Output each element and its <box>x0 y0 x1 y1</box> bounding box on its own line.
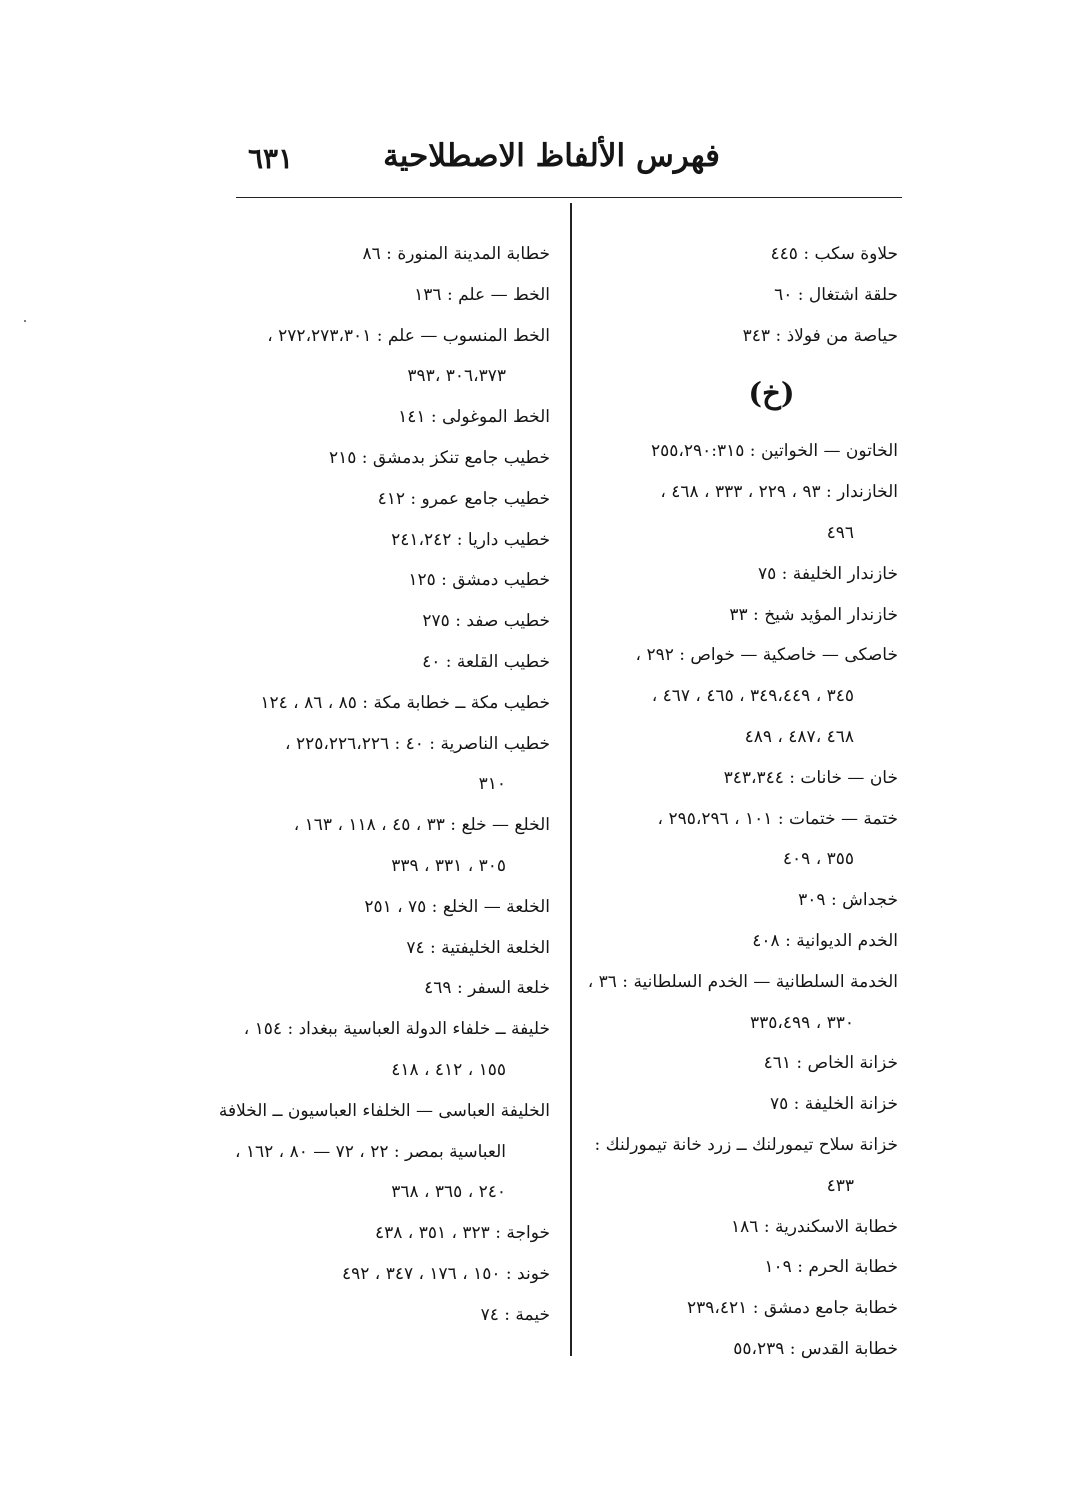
index-entry: خلعة السفر : ٤٦٩ <box>424 978 550 999</box>
index-entry: خطابة جامع دمشق : ٢٣٩،٤٢١ <box>687 1298 898 1319</box>
index-entry: خوند : ١٥٠ ، ١٧٦ ، ٣٤٧ ، ٤٩٢ <box>342 1263 550 1284</box>
index-entry: خواجة : ٣٢٣ ، ٣٥١ ، ٤٣٨ <box>375 1223 550 1244</box>
index-entry: الخليفة العباسى — الخلفاء العباسيون ــ الخلافة <box>218 1100 550 1121</box>
index-entry: خليفة ــ خلفاء الدولة العباسية ببغداد : ١٥٤ ، <box>243 1019 550 1040</box>
column-divider <box>570 203 572 1356</box>
index-entry: خان — خانات : ٣٤٣،٣٤٤ <box>723 767 898 788</box>
index-entry: خازندار المؤيد شيخ : ٣٣ <box>729 604 898 625</box>
index-entry-continuation: ٣٣٠ ، ٣٣٥،٤٩٩ <box>750 1012 854 1033</box>
margin-speck <box>24 320 26 322</box>
index-entry: خيمة : ٧٤ <box>480 1304 550 1325</box>
index-entry: خاصكى — خاصكية — خواص : ٢٩٢ ، <box>635 645 898 666</box>
index-entry-continuation: ٣١٠ <box>478 774 506 795</box>
index-entry: خطيب جامع تنكز بدمشق : ٢١٥ <box>328 447 550 468</box>
page-title: فهرس الألفاظ الاصطلاحية <box>383 138 720 174</box>
index-entry: الخط الموغولى : ١٤١ <box>398 407 550 428</box>
index-entry: خزانة الخاص : ٤٦١ <box>763 1053 898 1074</box>
index-entry: خطابة المدينة المنورة : ٨٦ <box>362 244 550 264</box>
index-entry: خطيب الناصرية : ٤٠ : ٢٢٥،٢٢٦،٢٢٦ ، <box>285 733 550 754</box>
index-entry: خزانة الخليفة : ٧٥ <box>769 1094 898 1115</box>
index-entry: الخط — علم : ١٣٦ <box>414 284 550 305</box>
index-entry: الخاتون — الخواتين : ٢٥٥،٢٩٠:٣١٥ <box>651 441 898 462</box>
index-entry: الخلعة — الخلع : ٧٥ ، ٢٥١ <box>364 896 550 917</box>
index-entry: حلاوة سكب : ٤٤٥ <box>770 244 898 264</box>
index-entry: الخلع — خلع : ٣٣ ، ٤٥ ، ١١٨ ، ١٦٣ ، <box>293 815 550 836</box>
index-column-left <box>218 234 550 1336</box>
index-entry: الخدم الديوانية : ٤٠٨ <box>752 930 898 951</box>
index-entry: حلقة اشتغال : ٦٠ <box>774 284 898 305</box>
index-entry: الخلعة الخليفتية : ٧٤ <box>406 937 550 958</box>
index-entry: خطابة القدس : ٥٥،٢٣٩ <box>733 1338 898 1359</box>
index-entry-continuation: ٤٣٣ <box>826 1175 854 1196</box>
index-entry: خطيب القلعة : ٤٠ <box>422 651 550 672</box>
index-entry: خطيب صفد : ٢٧٥ <box>422 611 550 632</box>
index-entry-continuation: ٣٤٥ ، ٣٤٩،٤٤٩ ، ٤٦٥ ، ٤٦٧ ، <box>651 686 854 707</box>
index-entry-continuation: ٢٤٠ ، ٣٦٥ ، ٣٦٨ <box>391 1182 506 1203</box>
index-entry-continuation: العباسية بمصر : ٢٢ ، ٧٢ — ٨٠ ، ١٦٢ ، <box>234 1141 506 1162</box>
index-entry: حياصة من فولاذ : ٣٤٣ <box>742 325 898 346</box>
section-letter-heading: (خ) <box>748 376 795 411</box>
index-entry: خازندار الخليفة : ٧٥ <box>757 563 898 584</box>
index-entry: خجداش : ٣٠٩ <box>798 890 898 911</box>
index-entry-continuation: ٣٠٦،٣٧٣ ،٣٩٣ <box>407 366 506 387</box>
index-entry: الخط المنسوب — علم : ٢٧٢،٢٧٣،٣٠١ ، <box>267 325 550 346</box>
index-entry: خزانة سلاح تيمورلنك ــ زرد خانة تيمورلنك : <box>594 1134 898 1155</box>
index-entry: خطابة الاسكندرية : ١٨٦ <box>731 1216 898 1237</box>
index-entry-continuation: ٣٠٥ ، ٣٣١ ، ٣٣٩ <box>391 855 506 876</box>
header-rule <box>236 197 902 198</box>
index-entry-continuation: ٣٥٥ ، ٤٠٩ <box>782 849 854 870</box>
index-entry: خطيب داريا : ٢٤١،٢٤٢ <box>391 529 550 550</box>
index-entry: ختمة — ختمات : ١٠١ ، ٢٩٥،٢٩٦ ، <box>657 808 898 829</box>
index-entry: الخازندار : ٩٣ ، ٢٢٩ ، ٣٣٣ ، ٤٦٨ ، <box>660 482 898 503</box>
index-entry-continuation: ٤٩٦ <box>826 522 854 543</box>
index-entry: خطيب جامع عمرو : ٤١٢ <box>377 488 550 509</box>
index-column-right <box>587 234 898 1370</box>
index-entry-continuation: ١٥٥ ، ٤١٢ ، ٤١٨ <box>391 1059 506 1080</box>
index-entry-continuation: ٤٦٨ ،٤٨٧ ، ٤٨٩ <box>744 726 854 747</box>
page-number: ٦٣١ <box>248 142 294 175</box>
index-entry: خطيب مكة ــ خطابة مكة : ٨٥ ، ٨٦ ، ١٢٤ <box>260 692 550 713</box>
index-entry: الخدمة السلطانية — الخدم السلطانية : ٣٦ ، <box>587 971 898 992</box>
index-entry: خطيب دمشق : ١٢٥ <box>408 570 550 591</box>
index-entry: خطابة الحرم : ١٠٩ <box>764 1257 898 1278</box>
